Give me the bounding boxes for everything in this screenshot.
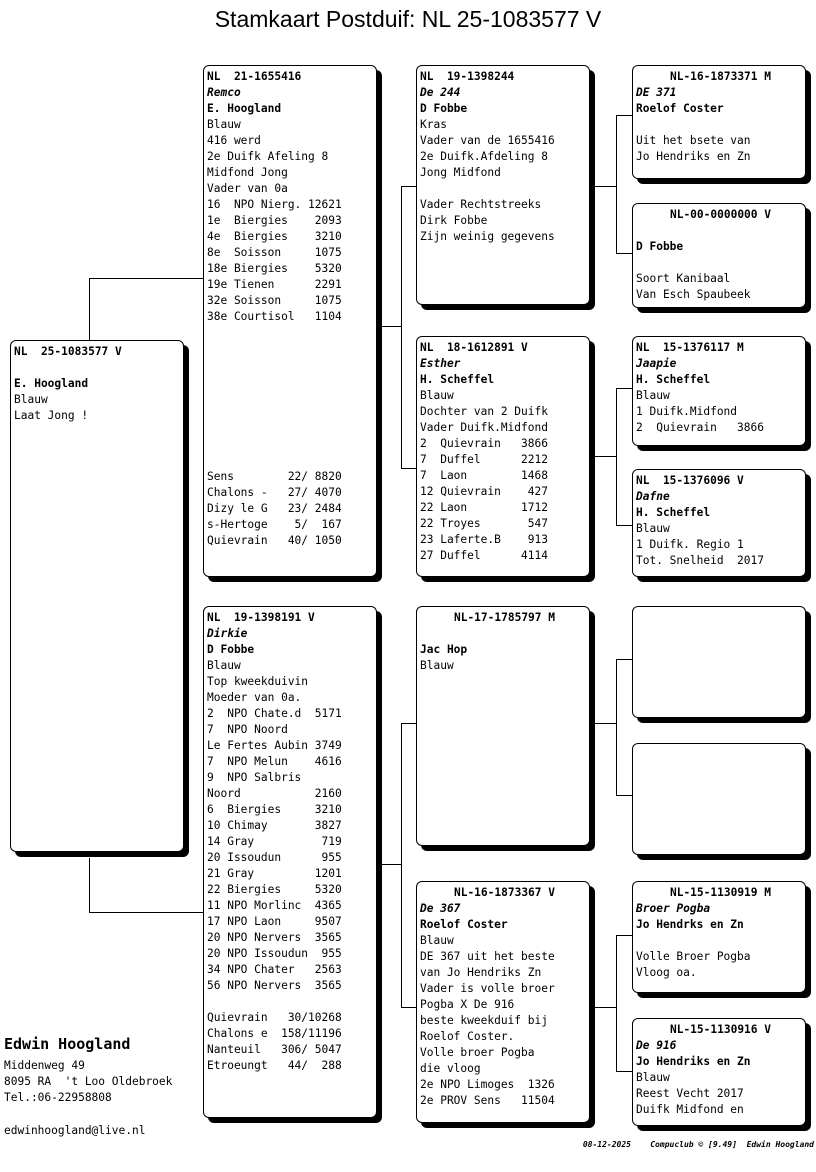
ring-number: NL 19-1398191 V <box>207 611 315 624</box>
info-line: Le Fertes Aubin 3749 <box>207 739 342 752</box>
breeder: D Fobbe <box>420 102 468 115</box>
result-line: Sens 22/ 8820 <box>207 470 342 483</box>
connector <box>616 253 632 254</box>
breeder: D Fobbe <box>636 240 684 253</box>
info-line: beste kweekduif bij <box>420 1014 548 1027</box>
connector <box>89 912 203 913</box>
ring-number: NL 15-1376096 V <box>636 474 744 487</box>
info-line: die vloog <box>420 1062 481 1075</box>
info-line: 38e Courtisol 1104 <box>207 310 342 323</box>
sire-sire-dam-card[interactable] <box>632 203 806 308</box>
breeder: Roelof Coster <box>420 918 508 931</box>
info-line: Moeder van 0a. <box>207 691 302 704</box>
ring-number: NL 15-1376117 M <box>636 341 744 354</box>
info-line: Vader Rechtstreeks <box>420 198 542 211</box>
info-line: Volle broer Pogba <box>420 1046 535 1059</box>
pigeon-name: Esther <box>420 357 461 370</box>
connector <box>594 1007 616 1008</box>
breeder: Jo Hendrks en Zn <box>636 918 744 931</box>
info-line: 10 Chimay 3827 <box>207 819 342 832</box>
info-line: 1 Duifk.Midfond <box>636 405 738 418</box>
info-line: 1e Biergies 2093 <box>207 214 342 227</box>
info-line: DE 367 uit het beste <box>420 950 555 963</box>
connector <box>401 723 416 724</box>
sire-dam-card[interactable] <box>416 336 590 577</box>
info-line <box>636 117 805 133</box>
ring-number: NL-00-0000000 V <box>669 208 772 221</box>
info-line: 8e Soisson 1075 <box>207 246 342 259</box>
connector <box>89 858 90 912</box>
info-line: 22 Laon 1712 <box>420 501 548 514</box>
info-line: Blauw <box>420 659 454 672</box>
info-line: Blauw <box>420 934 454 947</box>
info-line: 2e PROV Sens 11504 <box>420 1094 555 1107</box>
info-line: 2 Quievrain 3866 <box>420 437 548 450</box>
connector <box>616 388 632 389</box>
info-line: Duifk Midfond en <box>636 1103 744 1116</box>
ring-number: NL 18-1612891 V <box>420 341 528 354</box>
info-line <box>636 933 805 949</box>
ring-number: NL-16-1873367 V <box>453 886 556 899</box>
sire-sire-card[interactable] <box>416 65 590 305</box>
owner-phone: Tel.:06-22958808 <box>4 1091 112 1104</box>
info-line: 9 NPO Salbris <box>207 771 302 784</box>
connector <box>616 935 617 1071</box>
connector <box>594 723 616 724</box>
info-line: 12 Quievrain 427 <box>420 485 548 498</box>
info-line: 2e Duifk Afeling 8 <box>207 150 329 163</box>
connector <box>616 115 632 116</box>
pigeon-name: Dafne <box>636 490 670 503</box>
sire-sire-sire-card[interactable] <box>632 65 806 179</box>
info-line: 23 Laferte.B 913 <box>420 533 548 546</box>
pigeon-name: Jaapie <box>636 357 677 370</box>
dam-dam-sire-card[interactable] <box>632 881 806 993</box>
ring-number: NL-17-1785797 M <box>453 611 556 624</box>
dam-sire-card[interactable] <box>416 606 590 846</box>
info-line: 22 Biergies 5320 <box>207 883 342 896</box>
connector <box>594 456 616 457</box>
breeder: H. Scheffel <box>636 373 711 386</box>
info-line: Dirk Fobbe <box>420 214 488 227</box>
breeder: Jac Hop <box>420 643 468 656</box>
pigeon-name: De 367 <box>420 902 461 915</box>
footer-credits: 08-12-2025 Compuclub © [9.49] Edwin Hoogland <box>582 1140 814 1149</box>
info-line: 7 NPO Melun 4616 <box>207 755 342 768</box>
owner-address: 8095 RA 't Loo Oldebroek <box>4 1075 173 1088</box>
connector <box>401 468 416 469</box>
pigeon-name <box>636 223 805 239</box>
info-line: 27 Duffel 4114 <box>420 549 548 562</box>
sire-dam-dam-card[interactable] <box>632 469 806 577</box>
owner-address: Middenweg 49 <box>4 1059 85 1072</box>
ring-number: NL-15-1130916 V <box>669 1023 772 1036</box>
info-line: 1 Duifk. Regio 1 <box>636 538 744 551</box>
dam-card[interactable] <box>203 606 377 1118</box>
info-line: Soort Kanibaal <box>636 272 731 285</box>
info-line: 4e Biergies 3210 <box>207 230 342 243</box>
info-line: 16 NPO Nierg. 12621 <box>207 198 342 211</box>
info-line: Vader van de 1655416 <box>420 134 555 147</box>
info-line: Vader Duifk.Midfond <box>420 421 548 434</box>
result-line: Chalons - 27/ 4070 <box>207 486 342 499</box>
info-line: 34 NPO Chater 2563 <box>207 963 342 976</box>
connector <box>381 864 401 865</box>
info-line: 7 Duffel 2212 <box>420 453 548 466</box>
info-line: 20 NPO Issoudun 955 <box>207 947 342 960</box>
info-line: 7 Laon 1468 <box>420 469 548 482</box>
info-line: Blauw <box>636 389 670 402</box>
info-line: 17 NPO Laon 9507 <box>207 915 342 928</box>
info-line: Dochter van 2 Duifk <box>420 405 548 418</box>
info-line: Midfond Jong <box>207 166 288 179</box>
info-line: Van Esch Spaubeek <box>636 288 751 301</box>
pigeon-name: De 244 <box>420 86 461 99</box>
dam-dam-card[interactable] <box>416 881 590 1123</box>
breeder: H. Scheffel <box>420 373 495 386</box>
connector <box>594 186 616 187</box>
info-line: Top kweekduivin <box>207 675 309 688</box>
breeder: E. Hoogland <box>14 377 89 390</box>
info-line: Pogba X De 916 <box>420 998 515 1011</box>
info-line <box>14 360 183 376</box>
info-line: Volle Broer Pogba <box>636 950 751 963</box>
result-line: Etroeungt 44/ 288 <box>207 1059 342 1072</box>
info-line: Jo Hendriks en Zn <box>636 150 751 163</box>
connector <box>616 795 632 796</box>
connector <box>616 388 617 525</box>
info-line: Blauw <box>14 393 48 406</box>
breeder: D Fobbe <box>207 643 255 656</box>
empty-pedigree-card[interactable] <box>632 606 806 718</box>
info-line: 2e NPO Limoges 1326 <box>420 1078 555 1091</box>
breeder: E. Hoogland <box>207 102 282 115</box>
connector <box>616 659 632 660</box>
info-line: 11 NPO Morlinc 4365 <box>207 899 342 912</box>
pigeon-name: De 916 <box>636 1039 677 1052</box>
ring-number: NL 25-1083577 V <box>14 345 122 358</box>
connector <box>381 326 401 327</box>
connector <box>89 278 203 279</box>
info-line: Blauw <box>636 1071 670 1084</box>
info-line: van Jo Hendriks Zn <box>420 966 542 979</box>
pigeon-name: Remco <box>207 86 241 99</box>
connector <box>616 115 617 253</box>
pigeon-name: Dirkie <box>207 627 248 640</box>
sire-dam-sire-card[interactable] <box>632 336 806 446</box>
info-line: 2 Quievrain 3866 <box>636 421 764 434</box>
connector <box>401 723 402 1007</box>
info-line: Jong Midfond <box>420 166 501 179</box>
info-line: 20 Issoudun 955 <box>207 851 342 864</box>
sire-card[interactable] <box>203 65 377 577</box>
info-line <box>420 181 589 197</box>
connector <box>401 186 416 187</box>
pigeon-name: Broer Pogba <box>636 902 711 915</box>
info-line: 7 NPO Noord <box>207 723 288 736</box>
info-line: 19e Tienen 2291 <box>207 278 342 291</box>
info-line: 6 Biergies 3210 <box>207 803 342 816</box>
result-line: s-Hertoge 5/ 167 <box>207 518 342 531</box>
info-line: 20 NPO Nervers 3565 <box>207 931 342 944</box>
info-line: 2 NPO Chate.d 5171 <box>207 707 342 720</box>
result-line: Chalons e 158/11196 <box>207 1027 342 1040</box>
info-line: Blauw <box>207 118 241 131</box>
info-line: Blauw <box>207 659 241 672</box>
info-line: Vloog oa. <box>636 966 697 979</box>
info-line: 22 Troyes 547 <box>420 517 548 530</box>
owner-name: Edwin Hoogland <box>4 1035 131 1053</box>
ring-number: NL-15-1130919 M <box>669 886 772 899</box>
result-line: Quievrain 40/ 1050 <box>207 534 342 547</box>
connector <box>401 186 402 468</box>
result-line: Nanteuil 306/ 5047 <box>207 1043 342 1056</box>
connector <box>89 278 90 340</box>
info-line: 56 NPO Nervers 3565 <box>207 979 342 992</box>
dam-dam-dam-card[interactable] <box>632 1018 806 1126</box>
owner-info <box>4 1034 172 1106</box>
breeder: H. Scheffel <box>636 506 711 519</box>
info-line: 32e Soisson 1075 <box>207 294 342 307</box>
info-line: 416 werd <box>207 134 261 147</box>
info-line: 21 Gray 1201 <box>207 867 342 880</box>
info-line: Blauw <box>420 389 454 402</box>
info-line: 2e Duifk.Afdeling 8 <box>420 150 548 163</box>
info-line: 18e Biergies 5320 <box>207 262 342 275</box>
owner-email[interactable]: edwinhoogland@live.nl <box>4 1124 146 1137</box>
empty-pedigree-card[interactable] <box>632 743 806 855</box>
info-line: Zijn weinig gegevens <box>420 230 555 243</box>
info-line: Noord 2160 <box>207 787 342 800</box>
page-title: Stamkaart Postduif: NL 25-1083577 V <box>214 6 602 32</box>
pigeon-name: DE 371 <box>636 86 677 99</box>
connector <box>616 935 632 936</box>
connector <box>401 1007 416 1008</box>
subject-card[interactable] <box>10 340 184 852</box>
info-line: Reest Vecht 2017 <box>636 1087 744 1100</box>
info-line: Vader van 0a <box>207 182 288 195</box>
connector <box>616 1071 632 1072</box>
info-line: Uit het bsete van <box>636 134 751 147</box>
connector <box>616 525 632 526</box>
info-line: Kras <box>420 118 447 131</box>
info-line: Vader is volle broer <box>420 982 555 995</box>
ring-number: NL 19-1398244 <box>420 70 515 83</box>
ring-number: NL 21-1655416 <box>207 70 302 83</box>
breeder: Jo Hendriks en Zn <box>636 1055 751 1068</box>
connector <box>616 659 617 795</box>
result-line: Dizy le G 23/ 2484 <box>207 502 342 515</box>
ring-number: NL-16-1873371 M <box>669 70 772 83</box>
breeder: Roelof Coster <box>636 102 724 115</box>
info-line: Roelof Coster. <box>420 1030 515 1043</box>
info-line: Laat Jong ! <box>14 409 89 422</box>
result-line: Quievrain 30/10268 <box>207 1011 342 1024</box>
pigeon-name <box>420 626 589 642</box>
info-line: 14 Gray 719 <box>207 835 342 848</box>
info-line <box>636 255 805 271</box>
info-line: Tot. Snelheid 2017 <box>636 554 764 567</box>
info-line: Blauw <box>636 522 670 535</box>
